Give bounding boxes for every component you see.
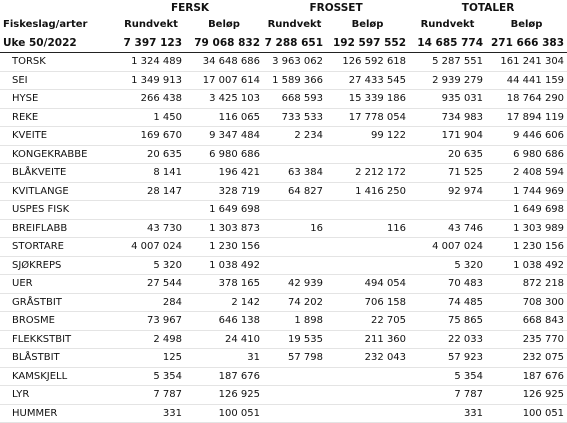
table-row <box>0 53 567 72</box>
fersk-rundvekt-cell: 5 354 <box>117 367 185 386</box>
frosset-belop-cell <box>326 201 409 220</box>
frosset-rundvekt-cell <box>263 386 326 405</box>
totaler-rundvekt-cell: 43 746 <box>409 219 486 238</box>
totaler-rundvekt-cell: 2 939 279 <box>409 71 486 90</box>
species-name: UER <box>0 275 117 294</box>
species-name: KAMSKJELL <box>0 367 117 386</box>
fersk-belop-cell: 100 051 <box>185 404 263 423</box>
fersk-rundvekt-cell: 169 670 <box>117 127 185 146</box>
species-name: BLÅKVEITE <box>0 164 117 183</box>
fersk-belop-cell: 2 142 <box>185 293 263 312</box>
frosset-belop-cell: 126 592 618 <box>326 53 409 72</box>
totaler-belop-cell: 44 441 159 <box>486 71 567 90</box>
totaler-rundvekt-header: Rundvekt <box>420 19 475 30</box>
table-row <box>0 90 567 109</box>
frosset-belop-cell <box>326 145 409 164</box>
fersk-belop-cell: 646 138 <box>185 312 263 331</box>
frosset-rundvekt-cell: 42 939 <box>263 275 326 294</box>
totaler-rundvekt-cell: 7 787 <box>409 386 486 405</box>
species-name: STORTARE <box>0 238 117 257</box>
species-name: HYSE <box>0 90 117 109</box>
group-fersk-header: FERSK <box>170 1 210 14</box>
species-rows <box>0 53 567 423</box>
totaler-belop-cell: 235 770 <box>486 330 567 349</box>
species-column-header: Fiskeslag/arter <box>3 19 88 30</box>
frosset-belop-cell: 27 433 545 <box>326 71 409 90</box>
totaler-rundvekt-cell: 5 287 551 <box>409 53 486 72</box>
totaler-rundvekt-cell: 734 983 <box>409 108 486 127</box>
totaler-belop-cell: 232 075 <box>486 349 567 368</box>
frosset-rundvekt-cell: 64 827 <box>263 182 326 201</box>
frosset-rundvekt-cell: 3 963 062 <box>263 53 326 72</box>
totaler-rundvekt-cell: 4 007 024 <box>409 238 486 257</box>
table-row <box>0 71 567 90</box>
table-row <box>0 256 567 275</box>
totaler-belop-cell: 18 764 290 <box>486 90 567 109</box>
frosset-belop-cell: 211 360 <box>326 330 409 349</box>
fersk-rundvekt-cell: 43 730 <box>117 219 185 238</box>
fersk-rundvekt-cell: 1 324 489 <box>117 53 185 72</box>
fersk-rundvekt-cell: 73 967 <box>117 312 185 331</box>
fersk-belop-header: Beløp <box>208 19 240 30</box>
frosset-rundvekt-cell <box>263 256 326 275</box>
fersk-rundvekt-cell: 331 <box>117 404 185 423</box>
fersk-belop-cell: 34 648 686 <box>185 53 263 72</box>
species-name: REKE <box>0 108 117 127</box>
totaler-belop-cell: 1 303 989 <box>486 219 567 238</box>
week-totaler-belop: 271 666 383 <box>486 34 567 53</box>
fersk-rundvekt-cell: 20 635 <box>117 145 185 164</box>
totaler-rundvekt-cell: 75 865 <box>409 312 486 331</box>
week-label: Uke 50/2022 <box>0 34 117 53</box>
totaler-rundvekt-cell: 5 354 <box>409 367 486 386</box>
column-header-row <box>0 15 567 34</box>
totaler-belop-header: Beløp <box>510 19 543 30</box>
totaler-belop-cell: 6 980 686 <box>486 145 567 164</box>
fersk-belop-cell: 196 421 <box>185 164 263 183</box>
table-row <box>0 145 567 164</box>
frosset-rundvekt-cell <box>263 367 326 386</box>
fersk-belop-cell: 24 410 <box>185 330 263 349</box>
totaler-belop-cell: 1 649 698 <box>486 201 567 220</box>
totaler-rundvekt-cell: 171 904 <box>409 127 486 146</box>
fersk-belop-cell: 1 649 698 <box>185 201 263 220</box>
group-totaler-header: TOTALER <box>461 1 515 14</box>
frosset-rundvekt-cell: 2 234 <box>263 127 326 146</box>
table-row <box>0 386 567 405</box>
corner-cell <box>0 0 117 15</box>
totaler-belop-cell: 126 925 <box>486 386 567 405</box>
fersk-rundvekt-cell: 5 320 <box>117 256 185 275</box>
frosset-rundvekt-cell <box>263 145 326 164</box>
fersk-rundvekt-cell <box>117 201 185 220</box>
fersk-rundvekt-cell: 4 007 024 <box>117 238 185 257</box>
totaler-belop-cell: 9 446 606 <box>486 127 567 146</box>
table-row <box>0 201 567 220</box>
frosset-belop-cell: 17 778 054 <box>326 108 409 127</box>
species-name: KVEITE <box>0 127 117 146</box>
totaler-rundvekt-cell <box>409 201 486 220</box>
species-name: KVITLANGE <box>0 182 117 201</box>
frosset-rundvekt-cell: 63 384 <box>263 164 326 183</box>
group-header-row <box>0 0 567 15</box>
fersk-rundvekt-cell: 8 141 <box>117 164 185 183</box>
week-fersk-belop: 79 068 832 <box>185 34 263 53</box>
fersk-belop-cell: 6 980 686 <box>185 145 263 164</box>
fersk-belop-cell: 378 165 <box>185 275 263 294</box>
table-row <box>0 312 567 331</box>
frosset-belop-cell: 22 705 <box>326 312 409 331</box>
fersk-belop-cell: 1 038 492 <box>185 256 263 275</box>
fersk-belop-cell: 328 719 <box>185 182 263 201</box>
species-name: BREIFLABB <box>0 219 117 238</box>
frosset-rundvekt-cell <box>263 238 326 257</box>
table-row <box>0 219 567 238</box>
week-frosset-rundvekt: 7 288 651 <box>263 34 326 53</box>
table-row <box>0 182 567 201</box>
table-row <box>0 293 567 312</box>
totaler-belop-cell: 872 218 <box>486 275 567 294</box>
fersk-rundvekt-cell: 27 544 <box>117 275 185 294</box>
totaler-belop-cell: 1 230 156 <box>486 238 567 257</box>
table-row <box>0 367 567 386</box>
frosset-belop-cell: 1 416 250 <box>326 182 409 201</box>
frosset-rundvekt-cell: 74 202 <box>263 293 326 312</box>
table-row <box>0 349 567 368</box>
frosset-belop-cell <box>326 367 409 386</box>
totaler-belop-cell: 161 241 304 <box>486 53 567 72</box>
table-row <box>0 127 567 146</box>
frosset-belop-cell: 99 122 <box>326 127 409 146</box>
fersk-belop-cell: 1 303 873 <box>185 219 263 238</box>
fersk-belop-cell: 3 425 103 <box>185 90 263 109</box>
fersk-belop-cell: 9 347 484 <box>185 127 263 146</box>
frosset-belop-cell: 2 212 172 <box>326 164 409 183</box>
frosset-rundvekt-cell: 57 798 <box>263 349 326 368</box>
totaler-rundvekt-cell: 935 031 <box>409 90 486 109</box>
totaler-belop-cell: 668 843 <box>486 312 567 331</box>
group-frosset-header: FROSSET <box>309 1 363 14</box>
totaler-belop-cell: 708 300 <box>486 293 567 312</box>
totaler-belop-cell: 1 038 492 <box>486 256 567 275</box>
species-name: BROSME <box>0 312 117 331</box>
table-row <box>0 238 567 257</box>
frosset-rundvekt-cell: 19 535 <box>263 330 326 349</box>
fersk-rundvekt-cell: 266 438 <box>117 90 185 109</box>
table-row <box>0 108 567 127</box>
species-name: FLEKKSTBIT <box>0 330 117 349</box>
fersk-rundvekt-cell: 2 498 <box>117 330 185 349</box>
totaler-rundvekt-cell: 5 320 <box>409 256 486 275</box>
frosset-belop-cell: 15 339 186 <box>326 90 409 109</box>
table-row <box>0 330 567 349</box>
species-name: BLÅSTBIT <box>0 349 117 368</box>
totaler-belop-cell: 17 894 119 <box>486 108 567 127</box>
fersk-rundvekt-cell: 7 787 <box>117 386 185 405</box>
frosset-belop-cell: 706 158 <box>326 293 409 312</box>
frosset-belop-cell <box>326 256 409 275</box>
frosset-belop-header: Beløp <box>351 19 384 30</box>
species-name: USPES FISK <box>0 201 117 220</box>
week-frosset-belop: 192 597 552 <box>326 34 409 53</box>
frosset-belop-cell <box>326 386 409 405</box>
frosset-belop-cell <box>326 404 409 423</box>
frosset-rundvekt-cell: 1 589 366 <box>263 71 326 90</box>
totaler-rundvekt-cell: 57 923 <box>409 349 486 368</box>
fersk-belop-cell: 1 230 156 <box>185 238 263 257</box>
frosset-rundvekt-cell: 668 593 <box>263 90 326 109</box>
fersk-rundvekt-cell: 1 349 913 <box>117 71 185 90</box>
totaler-belop-cell: 187 676 <box>486 367 567 386</box>
fersk-belop-cell: 17 007 614 <box>185 71 263 90</box>
totaler-rundvekt-cell: 20 635 <box>409 145 486 164</box>
totaler-rundvekt-cell: 92 974 <box>409 182 486 201</box>
frosset-belop-cell <box>326 238 409 257</box>
fersk-belop-cell: 116 065 <box>185 108 263 127</box>
totaler-rundvekt-cell: 22 033 <box>409 330 486 349</box>
totaler-rundvekt-cell: 331 <box>409 404 486 423</box>
species-name: GRÅSTBIT <box>0 293 117 312</box>
totaler-rundvekt-cell: 70 483 <box>409 275 486 294</box>
table-row <box>0 164 567 183</box>
frosset-rundvekt-cell <box>263 201 326 220</box>
week-total-row <box>0 34 567 53</box>
fersk-belop-cell: 126 925 <box>185 386 263 405</box>
fersk-rundvekt-cell: 125 <box>117 349 185 368</box>
totaler-rundvekt-cell: 74 485 <box>409 293 486 312</box>
frosset-belop-cell: 494 054 <box>326 275 409 294</box>
frosset-belop-cell: 116 <box>326 219 409 238</box>
totaler-belop-cell: 100 051 <box>486 404 567 423</box>
week-totaler-rundvekt: 14 685 774 <box>409 34 486 53</box>
species-name: SEI <box>0 71 117 90</box>
frosset-rundvekt-cell: 16 <box>263 219 326 238</box>
species-name: LYR <box>0 386 117 405</box>
frosset-rundvekt-cell: 733 533 <box>263 108 326 127</box>
species-name: KONGEKRABBE <box>0 145 117 164</box>
fersk-rundvekt-header: Rundvekt <box>124 19 178 30</box>
species-name: HUMMER <box>0 404 117 423</box>
table-row <box>0 404 567 423</box>
fersk-belop-cell: 31 <box>185 349 263 368</box>
frosset-belop-cell: 232 043 <box>326 349 409 368</box>
frosset-rundvekt-header: Rundvekt <box>267 19 322 30</box>
frosset-rundvekt-cell <box>263 404 326 423</box>
table-row <box>0 275 567 294</box>
frosset-rundvekt-cell: 1 898 <box>263 312 326 331</box>
species-name: SJØKREPS <box>0 256 117 275</box>
totaler-rundvekt-cell: 71 525 <box>409 164 486 183</box>
fersk-rundvekt-cell: 1 450 <box>117 108 185 127</box>
fersk-belop-cell: 187 676 <box>185 367 263 386</box>
fersk-rundvekt-cell: 28 147 <box>117 182 185 201</box>
fersk-rundvekt-cell: 284 <box>117 293 185 312</box>
species-name: TORSK <box>0 53 117 72</box>
totaler-belop-cell: 2 408 594 <box>486 164 567 183</box>
week-fersk-rundvekt: 7 397 123 <box>117 34 185 53</box>
totaler-belop-cell: 1 744 969 <box>486 182 567 201</box>
